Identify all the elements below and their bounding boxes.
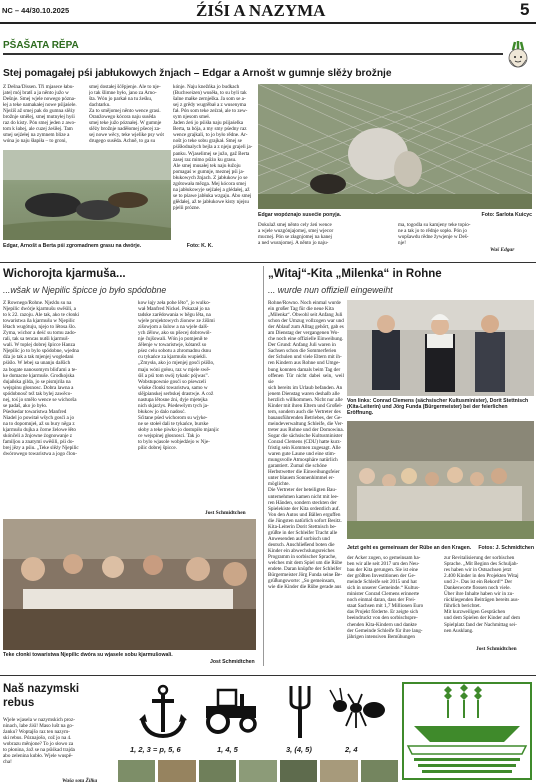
section2-col2: kow łajy zeła pohe lětoˮ, jo wulko- wał Manfred Nickel. Pokazał jo na tadske zarědowania w běgu lěta, na wjele projektowych źionow ze źišimi zišowjom a šulow a na wjele dalš- ych źělow, ako su pšecej dobrowól- nje čujšowali. Wón jo pomjenił te źělenje w towaristwje, kótarež so pśez celu sobotu a zhromadnu dsnu cu tykańce za kjarmušu wupiekli. „Zmysła, ako jo mjenjej gosći pśišlo, maju wóni gołou, raz w mjele swě- śiš a pśi tom swój tykańc pójwasˮ. Wobstupownie gosći so pśewzeli wšoke člonki towaristwa, samo w slějpianskej serbskej drastwje. A což nastupa lětosne źni, dyje mjetejka nich skjarżys. Pśedewšym tych ja- błukow jo dalo nadosć. Sćitane pśed wichorom su wjyke- ne se stołeł dali te tykańce, burske słoby a teke piwko jo dostupiło mjanjic ce wejspinej głosnosci. Tak jo to bylo wjasole wobjedźejo w Nje- pilic dobrej špicce.	[138, 300, 220, 452]
caption-photo5	[347, 545, 534, 551]
page-number: 5	[520, 0, 530, 19]
section3-col2: der Acker zogen, so gemeinsam ha- ben wir alle seit 2017 um den Neu- bau der Kita gerungen. Sie ist eine der größten Investitionen der Ge- meinde Schleife seit 2015 und hat sich in unserer Gemeinde.“ Kultus- minister Conrad Clemens erinnerte noch einmal daran, dass der Frei- staat Sachsen mit 1,7 Millionen Euro das Projekt förderte. Er zeigte sich beeindruckt von den sorbischspre- chenden Kita-Kindern und dankte der Gemeinde Schleife für ihre lang- jährigen intensiven Bemühungen	[347, 555, 424, 640]
photo-edgar-pony	[258, 84, 532, 209]
thumb-2	[158, 760, 195, 782]
section2-subhead: ...wšak w Njepilic špicce jo było spódobne	[3, 285, 167, 295]
section3-col3: zur Revitalisierung der sorbischen Sprache. „Mit Beginn des Schuljah- res haben wir in Ostsachsen jetzt 2.400 Kinder in den Projekten Witaj und 2+. Das ist ein Rekord!“ Der Dankesworte flossen noch viele. Über ihre Inhalte haben wir in zu- rückliegenden Beiträgen bereits aus- führlich berichtet. Mit kurzweiligen Gesprächen und dem Spielen der Kinder auf dem Spielplatz fand der Nachmittag sei- nen Ausklang.	[444, 555, 520, 634]
rebus-text: Wjele wjasela w nazymskich proz- ninach, labe źiśi! Maso lušt na go- źanku? Woptajšo raz ten nazym- ski rebus. Póznajošo, což jo na 4. wobrazu měnjone? To jo słowo za to płonina, źož se na pśiśkad trajda abo zelenina kubło. Wjele wuspě- cha!	[3, 717, 75, 766]
thumb-6	[320, 760, 357, 782]
section-divider-1	[0, 262, 536, 263]
rebus-thumbnail-strip	[118, 760, 398, 782]
section3-subhead: ... wurde nun offiziell eingeweiht	[268, 285, 393, 295]
section-divider-2	[0, 675, 536, 676]
page-title: ŹIŚI A NAZYMA	[196, 1, 326, 20]
caption-photo2-text: Edgar wopóznajo susećie ponyja.	[258, 212, 342, 218]
section2-col1: Z Rownego/Rohne. Njeźdu su na Njepilic dwórje kjarmušu swěśili, a to k 22. razoju. Ale tak, ako te cłonki towaristwa ňa kjarmušu w Njepilic lětach wugótuju, njejo to lětosa šlo. Zyma, wichor a deść su tomu zado- rali, tak sa tencas nutši kjarmuš- wali. W toplej dobrej špicce Hanza Njepilic jo to bylo spódobne, wjedna dźa jo tak a tak mjenjej wogledani pśiślo. W lebej sa unanju dalšich za bogate nanosomym bliďami a te- ke domacne kjarmuše. Grodkojska dujaňska gilda, jo se pismjrila na wejspinu głosnosc. Dobra lawna a spódobnosč tež tak bylej zawěco- nej, toś jo smělo wence se wichorša se padaš, ako jo było. Pśedsedar towaristwa Manfred Niadel jo powitał wšych gosći a jo na to dopomnjeł, až su bury něga z kjarmušu dujka a čorne želowe łěto skónčeli a žnjowne źognowanje z familjou a znatymi swěśili, pśi do- brej jězy a pśiu. „Teke slěży Njepilic dwórowego towaristwa a jogo člon-	[3, 300, 80, 458]
rebus-field-box	[402, 682, 532, 780]
rebus-field-icon	[404, 684, 530, 778]
rebus-anchor-icon	[138, 684, 188, 740]
credit-photo1: Foto: K. K.	[186, 243, 213, 249]
rebus-code-4: 2, 4	[345, 745, 358, 754]
section1-headline: Stej pomagałej pśi jabłukowych žnjach – Edgar a Arnošt w gumnje slěży brožnje	[3, 68, 392, 79]
section1-col2: smej dostałej šćěpjenje. Ale to nje- jo tak šlimne było, jano za Arno- šta. Wón jo parkał na tu źeśku, dachtarku. Za to smějomej něnto wence grasi. Oranžowego kócora naju susěda smej teke južo póznałej. W gumnje slěży brožnje naděłomej pšecej za- sej nowe wěcy, teke wjelike psy wót drugego susěda. Achně, to ga su	[89, 84, 164, 145]
photo-turnip-play	[347, 421, 534, 539]
photo-kita-opening	[347, 300, 534, 396]
section2-author: Jost Schmidtchen	[205, 510, 246, 516]
section3-headline: „Witaj“-Kita „Milenka“ in Rohne	[268, 268, 442, 280]
section1-col1: Z Dešna/Dissen. Tři mjasece łabu- jateļ mój bratš a ja něnto južo w Dešnje. Smej wjele nowego pózna- łej a teke namakałej nowe pśijaśele. Njeźiš až smej pak do gumna slěży brožnje smělej, smej mutnyłej hyśi raz do kisty. Pón smej jeden z awo- tom k łabej, ale cuzej źeśiłej. Tam smej sejźełej na zymnem blize a wóna jo naju šłapiła – to groni,	[3, 84, 77, 145]
rubric-rule	[3, 53, 503, 55]
caption-photo1-text: Edgar, Arnošt a Berta pśi zgromadnem grasu na dwórje.	[3, 243, 142, 249]
column-divider	[263, 266, 264, 666]
rebus-headline: Naš nazymski rebus	[3, 683, 80, 709]
turnip-mascot-icon	[505, 40, 531, 74]
caption-photo2	[258, 212, 532, 218]
rubric: PŠAŠATA RĚPA	[3, 40, 79, 51]
rebus-ant-icon	[328, 686, 388, 734]
rebus-code-2: 1, 4, 5	[217, 745, 238, 754]
section3-col1: Rohne/Rowno. Noch einmal wurde ein großer Tag für die neue Kita „Milenka“. Obwohl seit Anfang Juli schon der Umzug vollzogen war und der Ablauf zum Alltag gehört, gab es am Dienstag der vergangenen Wo- che noch eine offizielle Einweihung. Der Grund: Anfang Juli waren in Sachsen schon die Sommerferien der Schulen und viele Eltern mit ih- ren Kindern aus Rohne und Umge- bung konnten damals beim Tag der offenen Tür nicht dabei sein, weil sie sich bereits im Urlaub befanden. An jenem Dienstag waren deshalb alle herzlich willkommen. Nicht nur alle Kinder mit ihren Eltern und Großel- tern, sondern auch die Vertreter des bauausführenden Betriebes, der Ge- meindeverwaltung Schleife, die Ver- treter aus Rohne und der Domowina. Sogar die sächsische Kultusminister Conrad Clemens (CDU) hatte kurz- fristig sein Kommen zugesagt. Alle waren gute Laune und eine stim- mungsvolle Atmosphäre natürlich garantiert. Zumal die schöne Herbstwetter die Einweihungsfeier unter blauem Sonnenhimmel er- möglichte. Die Vertreter der beteiligten Bau- unternehmen kamen nicht mit lee- ren Händen, sondern steckten der Spielekiste der Kita ordentlich auf. Von den Autos und Bällen erguffen die Jüngsten natürlich sofort Besitz. Kita-Leiterin Dorit Stettnisch be- grüßte in der Schleifer Tracht alle Anwesenden auf sorbisch und deutsch. Anschließend boten die Kinder ein abwechslungsreiches Programm in sorbischer Sprache, welches mit dem Spiel um die Rübe endete. Daran knüpfte der Schleifer Bürgermeister Jörg Funda seine Be- grüßungsworte: „So gemeinsam, wie die Kinder die Rübe gerade aus	[268, 300, 344, 591]
caption-photo5-text: Jetzt geht es gemeinsam der Rübe an den Kragen.	[347, 545, 472, 551]
rebus-fork-icon	[287, 684, 313, 740]
caption-photo1	[3, 243, 253, 249]
thumb-7	[361, 760, 398, 782]
thumb-5	[280, 760, 317, 782]
photo-edgar-arnost-berta	[3, 150, 171, 240]
thumb-1	[118, 760, 155, 782]
section1-col3: kónje. Naju knežńka jo budkach (Buchweizen) wusěła, to su byli tak šalne małke zernješka. Ja som se a- sej z grědy wugrěbał a z wusenyma fał. Pón som teke zeźrał, ale to zew- sym njesom smeł. Jaden źeń jo pśiśła naju pśijaśelka Berta, ta bója, a my smy pśedny raz wence grajkali, to jo było rědne. Ar- nošt jo teke sobu grajkał. Smej se pśišłodnalych bejla a z njeju grajeli ja- panku. Wjaselimej se južo, gaž Berta zasej raz mimo pśiżo ku grasu. Ale smej musałej tek naju łužoju pomagaś w gumnje, meznej pśi ja- błukowych žnjach. Z jabłukow jo se zgótowała mězga. Mej kócora smej na jabłukowyje sejźałej a glédałej, až se to pśawe jabłuka wzgaju. Abo smej głědałej, až te jabłukowe kisty njejsu pjelii prózne.	[173, 84, 253, 211]
header-rule	[0, 22, 536, 24]
rebus-code-3: 3, (4, 5)	[286, 745, 312, 754]
caption-photo4: Von links: Conrad Clemens (sächsischer Kultusminister), Dorit Stettnisch (Kita-Leiterin) und Jörg Funda (Bürgermeister) bei der feierlichen Eröffnung.	[347, 398, 529, 416]
issue-label: NC – 44/30.10.2025	[2, 6, 70, 15]
thumb-3	[199, 760, 236, 782]
rebus-code-1: 1, 2, 3 = p, 5, 6	[130, 745, 181, 754]
section3-author: Jost Schmidtchen	[476, 646, 517, 652]
section1-col4b: ma, togodla su kamjeny teke topio- ne a tak jo to rědnje sopło. Pón jo wopšawdu rědne žywjenje w Deš- nje!	[398, 222, 471, 247]
rebus-author: Waša sota Žilka	[62, 778, 98, 784]
caption-photo3-text: Teke cłonki towaristwa Njepilic dwóra su wjasele sobu kjarmušowali.	[3, 652, 173, 658]
section1-col4: Dokulaž smej něnto cely źeń wence a wjele wuzgónjajomej, smej wjecor mucnej. Pón se złagnjomej na kanej a ned wusnjomej. A něnto jo naju-	[258, 222, 334, 247]
thumb-4	[239, 760, 276, 782]
caption-photo3	[3, 652, 256, 658]
credit-photo2: Foto: Šarlota Kuicyc	[481, 212, 532, 218]
section2-headline: Wichorojta kjarmuša...	[3, 268, 126, 280]
section1-author: Waš Edgar	[490, 247, 515, 253]
credit-photo5: Fotos: J. Schmidtchen	[478, 545, 534, 551]
rebus-tractor-icon	[200, 684, 262, 734]
credit-photo3: Jost Schmidtchen	[210, 659, 255, 665]
photo-kjarmusa	[3, 519, 256, 650]
